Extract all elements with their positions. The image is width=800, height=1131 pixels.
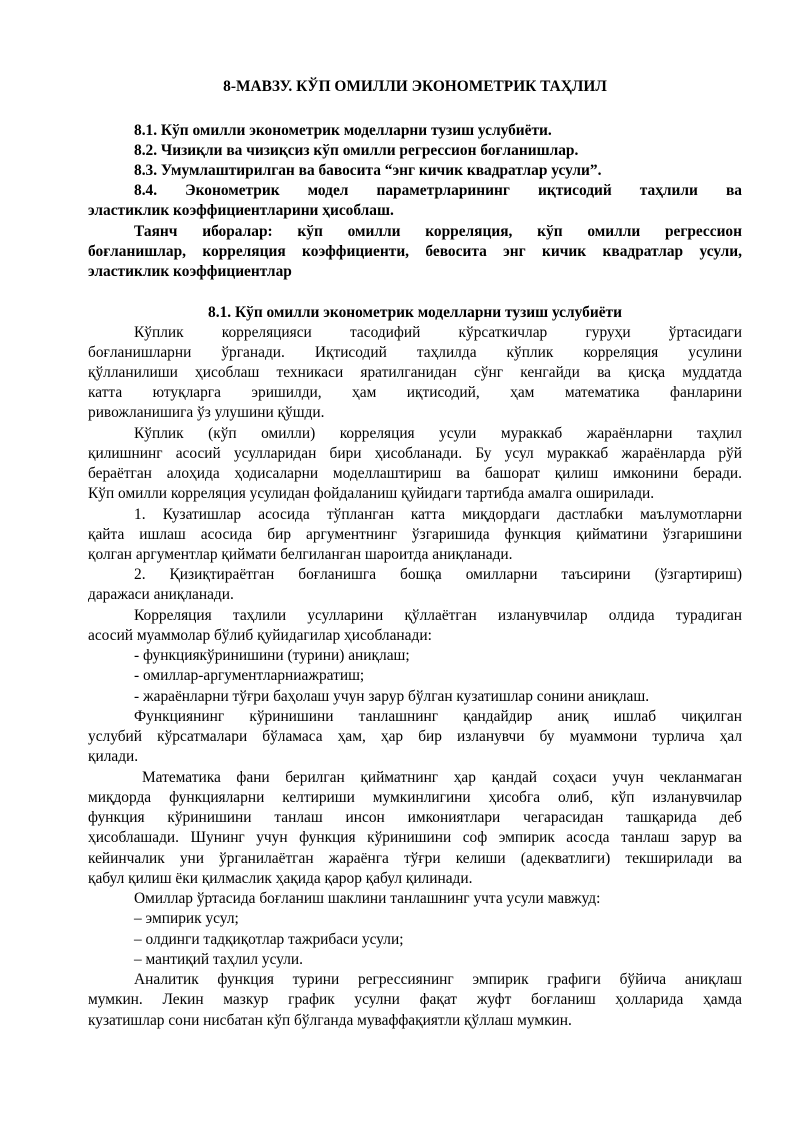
body-line: ривожланишига ўз улушини қўшди. — [88, 404, 325, 421]
body-line: Кўплик (кўп омилли) корреляция усули мураккаб жараёнларни таҳлил — [134, 425, 742, 442]
body-line: қолган аргументлар қиймати белгиланган шароитда аниқланади. — [88, 546, 513, 563]
outline-item: 8.1. Кўп омилли эконометрик моделларни тузиш услубиёти. — [134, 122, 552, 139]
body-line: кузатишлар сони нисбатан кўп бўлганда муваффақиятли қўллаш мумкин. — [88, 1012, 572, 1029]
body-line: даражаси аниқланади. — [88, 586, 234, 603]
body-line: Омиллар ўртасида боғланиш шаклини танлашнинг учта усули мавжуд: — [134, 890, 601, 907]
outline-item: 8.4. Эконометрик модел параметрларининг иқтисодий таҳлили ва — [134, 182, 742, 199]
body-line: қўлланилиши ҳисоблаш техникаси яратилганидан сўнг кенгайди ва қисқа муддатда — [88, 364, 742, 381]
body-line: Корреляция таҳлили усулларини қўллаётган изланувчилар олдида турадиган — [134, 607, 742, 624]
body-line: катта ютуқларга эришилди, ҳам иқтисодий, ҳам математика фанларини — [88, 384, 742, 401]
body-line: Функциянинг кўринишини танлашнинг қандайдир аниқ ишлаб чиқилган — [134, 708, 742, 725]
list-item: – мантиқий таҳлил усули. — [134, 951, 303, 968]
list-item: - омиллар-аргументларниажратиш; — [134, 667, 365, 684]
body-line: миқдорда функцияларни келтириши мумкинлигини ҳисобга олиб, кўп изланувчилар — [88, 789, 742, 806]
body-line: услубий кўрсатмалари бўламаса ҳам, ҳар бир изланувчи бу муаммони турлича ҳал — [88, 728, 742, 745]
body-line: мумкин. Лекин мазкур график усулни фақат жуфт боғланиш ҳолларида ҳамда — [88, 991, 742, 1008]
list-item: - функциякўринишини (турини) аниқлаш; — [134, 647, 410, 664]
body-line: Математика фани берилган қийматнинг ҳар қандай соҳаси учун чекланмаган — [142, 769, 742, 786]
body-line: қилади. — [88, 748, 139, 765]
list-item: – эмпирик усул; — [134, 910, 239, 927]
section-heading: 8.1. Кўп омилли эконометрик моделларни тузиш услубиёти — [208, 304, 622, 321]
body-line: Аналитик функция турини регрессиянинг эмпирик графиги бўйича аниқлаш — [134, 971, 742, 988]
page-title: 8-МАВЗУ. КЎП ОМИЛЛИ ЭКОНОМЕТРИК ТАҲЛИЛ — [223, 78, 607, 95]
body-line: қабул қилиш ёки қилмаслик ҳақида қарор қабул қилинади. — [88, 870, 473, 887]
body-line: 2. Қизиқтираётган боғланишга бошқа омилларни таъсирини (ўзгартириш) — [134, 566, 742, 583]
body-line: ҳисоблашади. Шунинг учун функция кўринишини соф эмпирик асосда танлаш зарур ва — [88, 829, 742, 846]
outline-item: 8.3. Умумлаштирилган ва бавосита “энг кичик квадратлар усули”. — [134, 162, 602, 179]
body-line: Кўплик корреляцияси тасодифий кўрсаткичлар гуруҳи ўртасидаги — [134, 324, 742, 341]
body-line: кейинчалик уни ўрганилаётган жараёнга тўғри келиши (адекватлиги) текширилади ва — [88, 850, 742, 867]
body-line: 1. Кузатишлар асосида тўпланган катта миқдордаги дастлабки маълумотларни — [134, 506, 742, 523]
keywords-line: боғланишлар, корреляция коэффициенти, бевосита энг кичик квадратлар усули, — [88, 243, 742, 260]
body-line: боғланишларни ўрганади. Иқтисодий таҳлилда кўплик корреляция усулини — [88, 344, 742, 361]
body-line: асосий муаммолар бўлиб қуйидагилар ҳисобланади: — [88, 627, 432, 644]
body-line: қайта ишлаш асосида бир аргументнинг ўзгаришида функция қийматини ўзгаришини — [88, 526, 742, 543]
body-line: бераётган алоҳида ҳодисаларни моделлаштириш ва башорат қилиш имконини беради. — [88, 465, 742, 482]
keywords-line: эластиклик коэффициентлар — [88, 263, 292, 280]
list-item: – олдинги тадқиқотлар тажрибаси усули; — [134, 931, 404, 948]
outline-item: эластиклик коэффициентларини ҳисоблаш. — [88, 202, 394, 219]
outline-item: 8.2. Чизиқли ва чизиқсиз кўп омилли регрессион боғланишлар. — [134, 142, 579, 159]
body-line: қилишнинг асосий усулларидан бири ҳисобланади. Бу усул мураккаб жараёнларда рўй — [88, 445, 742, 462]
body-line: Кўп омилли корреляция усулидан фойдаланиш қуйидаги тартибда амалга оширилади. — [88, 485, 655, 502]
list-item: - жараёнларни тўғри баҳолаш учун зарур бўлган кузатишлар сонини аниқлаш. — [134, 688, 650, 705]
keywords-line: Таянч иборалар: кўп омилли корреляция, кўп омилли регрессион — [134, 223, 742, 240]
body-line: функция кўринишини танлаш инсон имкониятлари чегарасидан ташқарида деб — [88, 809, 742, 826]
